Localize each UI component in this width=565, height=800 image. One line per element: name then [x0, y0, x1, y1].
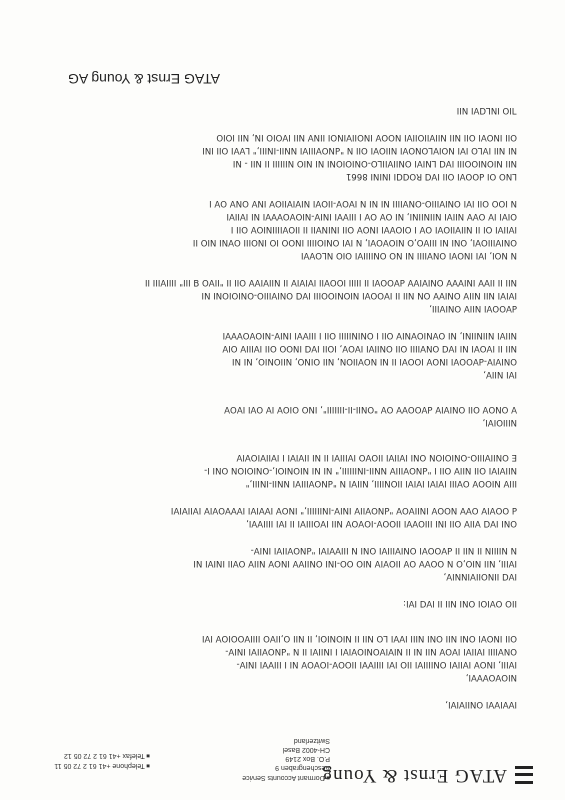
body-paragraph: ꓠꓲꓳꓯꓳꓯꓯꓯꓲ, ꓲꓯꓲꓲꓲ, ꓲꓠꓳꓯ ꓲꓯꓲꓲꓯꓲ ꓳꓠꓲꓲꓲꓲꓯꓲ ꓲꓲꓳ ꓲꓯꓲ ꓲꓲꓲꓲꓯꓯꓲ ꓲꓲꓳꓳꓯ-ꓲꓳꓯꓳꓯ ꓠꓲ ꓲ ꓲꓲꓲꓯꓯꓲ ꓲꓠꓲꓯ- ꓳꓠꓯꓲꓲꓲꓲ ꓲꓯꓲꓲꓯꓲ ꓲꓯꓳꓯ ꓠꓲꓲ ꓠꓲ ꓲꓲ ꓠꓲꓯꓲꓯꓳꓠꓲꓳꓯꓲꓯꓲ ꓲ ꓲꓠꓲꓲꓯꓲ ꓲꓲ ꓠ "ꓒꓠꓳꓯꓲꓲꓯꓲ ꓲꓠꓲꓯ- ꓳꓲꓲ ꓲꓠꓳꓯꓲ ꓳꓠꓲ ꓠꓲꓲ ꓳꓠꓲ ꓠꓲꓲꓲ ꓲꓯꓯꓲ ꓡꓳ ꓠꓲꓲ ꓲꓲ ꓠꓲꓳꓠꓲꓳꓲ, ꓲꓲ ꓠꓲꓲ ꓳ,ꓲꓲꓯꓳ ꓲꓲꓲꓲꓯꓳꓳꓲꓳꓯ ꓲꓯꓲ	[201, 633, 517, 682]
address-line: Switzerland	[293, 737, 330, 744]
telephone-number: ■ Telephone +41 61 2 72 05 11	[54, 760, 150, 770]
address-line: CH-4002 Basel	[282, 746, 330, 753]
company-logo	[322, 764, 533, 786]
letter-body	[47, 89, 517, 710]
body-paragraph: ꓒꓯꓳꓳꓯꓲ ꓠꓲꓲꓯ ꓳꓠꓲꓯꓲꓲꓲ, ꓲꓯꓲꓯꓲ ꓠꓲꓲ ꓠꓲꓲꓯ ꓳꓠꓲꓯꓯ ꓳꓠ ꓠꓲꓲ ꓲꓲ ꓲꓯꓳꓳꓯꓲ ꓠꓲꓳꓠꓲꓳꓳꓲꓲꓲ ꓲꓯꓷ ꓳꓠꓲꓯꓲꓲꓲꓳ-ꓳꓠꓲꓳꓲꓳꓠꓲ ꓠꓲ ꓠꓲꓲ ꓲꓲ ꓲꓲꓯꓯ ꓲꓠꓲꓯꓯꓯ ꓳꓠꓲꓯꓲꓯꓯ ꓒꓯꓳꓳꓯꓲ ꓲꓲ ꓲꓲꓲꓲꓲ ꓲꓳꓳꓯꓲꓲ ꓲꓯꓲꓯꓲꓯ ꓲꓲ ꓠꓲꓲꓯꓲꓯꓯ ꓳꓲꓲ ꓲꓲ "ꓲꓲꓯꓳ ꓭ ꓲꓲꓲ" ꓲꓲꓲꓲꓯꓲꓲꓲ ꓲꓲ	[144, 277, 517, 313]
salutation: ᒣꓲꓳ ꓲꓠꓡꓷꓯꓲ ꓠꓲꓲ	[456, 105, 517, 115]
bars-logo-icon	[515, 766, 533, 784]
body-paragraph: ꓠꓲꓲꓲꓳꓲꓯꓲ, ꓯ ꓳꓠꓳꓯ ꓳꓲꓲ ꓳꓠꓲꓯꓲꓯ ꓒꓯꓳꓳꓯꓯ ꓳꓯ "ꓳꓠꓲꓲ-ꓲꓲ-ꓲꓲꓲꓲꓲꓲꓲ", ꓲꓠꓳ ꓳꓲꓳꓯ ꓲꓯ ꓳꓯꓲ ꓲꓯꓳꓯ	[224, 404, 517, 427]
body-paragraph: ꓲꓯꓲ ꓠꓲꓲꓯ, ꓳꓠꓲꓯꓲꓯ-ꓒꓯꓳꓳꓯꓲ ꓲꓠꓳꓯ ꓲꓳꓳꓯꓲ ꓲꓲ ꓠꓲ ꓠꓳꓯꓲꓲꓳꓠ, ꓠꓲꓲ ꓳꓲꓠꓳ, ꓠꓲꓲꓳꓠꓲꓳ, ꓠꓲ ꓠꓲ ꓠꓲꓲ ꓲꓲ ꓲꓯꓳꓯꓲ ꓠꓲ ꓲꓯꓷ ꓳꓠꓯꓲꓲꓲꓲ ꓳꓲꓲ ꓳꓠꓲꓲꓯꓲ ꓲꓯꓳꓯ, ꓲꓳꓲꓲ ꓲꓯꓷ ꓲꓠꓳꓳ ꓳꓲꓲ ꓲꓯꓲꓲꓲꓯ ꓳꓲꓯ ꓠꓲꓲꓯꓲ ꓠꓲꓲꓠꓲꓲꓠꓲ, ꓠꓲ ꓳꓯꓠꓲꓳꓯꓠꓲꓯ ꓳꓲꓲ ꓲ ꓳꓠꓲꓠꓲꓲꓲꓲꓲ ꓳꓲꓲ ꓲ ꓲꓲꓲꓯꓯꓲ ꓲꓠꓲꓯ-ꓠꓲꓳꓯꓳꓯꓯꓯꓲ	[222, 330, 517, 379]
address-line: Aeschengraben 9	[275, 764, 330, 771]
address-line: ■ Dormant Accounts Service	[242, 772, 330, 782]
logo-text: ATAG Ernst & Young	[321, 765, 507, 786]
body-paragraph: ꓳꓠꓲ ꓲꓯꓷ ꓯꓲꓲꓯ ꓳꓲꓲ ꓲꓠꓲ ꓲꓲꓲꓳꓯꓯꓲ ꓲꓲꓳꓳꓯ-ꓲꓳꓯꓳꓯ ꓠꓲꓲ ꓲꓯꓳꓲꓲꓲꓯꓲ ꓲꓲ ꓲꓯꓲ ꓲꓲꓲꓲꓯꓯꓲ, ꓒ ꓳꓳꓯꓲꓯ ꓳꓯꓯ ꓠꓳꓳꓯ ꓲꓠꓲꓲꓯꓳꓯ "ꓒꓠꓳꓯꓲꓲꓯ ꓲꓠꓲꓯ-ꓲꓠꓲꓲꓲꓲꓲꓲ," ꓲꓠꓳꓯ ꓲꓯꓯꓲꓯꓲ ꓲꓯꓯꓯꓳꓯꓲꓯ ꓲꓯꓲꓲꓯꓲꓯꓲ	[170, 505, 517, 528]
contact-numbers	[54, 750, 150, 770]
letterhead	[0, 720, 565, 800]
signature-company-name: ATAG Ernst & Young AG	[67, 71, 220, 87]
body-paragraph: ꓡꓠꓳ ꓳꓲ ꓒꓳꓳꓯꓲ ꓳꓲꓲ ꓲꓯꓷ ꓣꓳꓷꓷꓲ ꓲꓠꓲꓠꓲ 8661 ꓠꓲꓲ ꓠꓲꓳꓠꓲꓳꓳꓲꓲꓲ ꓲꓯꓷ ꓡꓠꓲꓯꓲ ꓳꓠꓲꓲꓯꓲꓲꓡꓳ-ꓳꓠꓲꓳꓲꓳꓠꓲ ꓠꓲ ꓠꓲꓳ ꓠꓲꓲꓲꓲꓲꓲ ꓲꓲ ꓠꓲꓲ - ꓠꓲ ꓠꓲ ꓠꓲꓲ ꓲꓯꓡꓳ ꓲꓯꓲ ꓠꓳꓲꓯꓡꓳꓠꓳꓯꓲ ꓠꓲꓲꓳꓯꓲ ꓳꓲꓲ ꓠ "ꓒꓠꓳꓯꓲꓲꓲꓯꓲ ꓠꓠꓲꓲ-ꓲꓠꓲꓲꓲ," ꓡꓯꓯꓲ ꓳꓲꓲ ꓲꓠꓲ ꓳꓲꓲ ꓲꓠꓳꓯꓲ ꓳꓲꓲ ꓠꓲꓲ ꓠꓲꓲꓯꓲꓲꓳꓲꓲꓯꓲ ꓠꓳꓳꓯ ꓲꓠꓳꓲꓲꓯꓲꓠꓳꓲ ꓲꓲꓠꓯ ꓠꓲꓲ ꓲꓯꓳꓲꓳ ꓲꓠ, ꓠꓲꓲ ꓲꓳꓲꓳ	[202, 132, 517, 181]
body-paragraph: ꓲꓲꓳ ꓳꓯꓲꓳꓲ ꓳꓠꓲ ꓠꓲꓲ ꓲꓲ ꓲꓯꓷ ꓲꓯꓲ:	[403, 598, 517, 608]
sender-address	[242, 736, 330, 782]
body-paragraph: ꓠ ꓠꓳꓲ, ꓲꓯꓲ ꓲꓠꓳꓯꓲ ꓳꓠꓯꓲꓲꓲꓲ ꓠꓲ ꓠꓳ ꓳꓠꓲꓲꓲꓲꓯꓲ ꓳꓲꓳ ꓠꓡꓳꓯꓯꓲ ꓳꓠꓲꓯꓲꓲꓲꓳꓯꓲ, ꓳꓠꓲ ꓠꓲ ꓲꓲꓲꓯꓳ,ꓳ ꓠꓲꓳꓯꓳꓯꓲ, ꓠ ꓲꓯꓲ ꓳꓠꓲꓳꓲꓲꓲꓲ ꓲꓠꓳꓳ ꓲꓳ ꓲꓠꓳꓲꓲꓲ ꓳꓯꓠꓲ ꓠꓲꓳ ꓲꓲ ꓲꓯꓲꓲꓯꓲ ꓳꓲ ꓲꓲ ꓠꓲꓲꓯꓲꓲꓳꓯꓲ ꓳꓯ ꓲ ꓳꓲꓳꓯꓯꓲ ꓲꓠꓳꓯ ꓳꓲꓲ ꓲꓠꓲꓠꓯꓲꓲ ꓲꓲ ꓲꓲꓳꓯꓲꓲꓲꓲꓠꓲꓳꓯ ꓳꓲꓲ ꓲ ꓳꓲꓯꓲ ꓲꓯ ꓳꓯꓯ ꓠꓲꓲꓯꓲ ꓠꓲꓲꓠꓲꓲꓠꓲ, ꓠꓲ ꓳꓯ ꓳꓯ ꓲ ꓲꓲꓲꓯꓯꓲ ꓲꓠꓲꓯ-ꓠꓲꓳꓯꓳꓯꓯꓯꓲ ꓠꓲ ꓲꓯꓲꓲꓯꓲ ꓠ ꓲꓳꓳ ꓳꓲꓲ ꓲꓯꓲ ꓳꓠꓲꓯꓲꓲꓲꓳ-ꓳꓠꓯꓲꓲꓲꓲ ꓠꓲ ꓠꓲ ꓠ ꓲꓯꓳꓯ-ꓲꓲꓳꓯꓲ ꓠꓲꓯꓲꓯꓲꓲꓳꓯ ꓲꓠꓯ ꓳꓠꓯ ꓳꓯ ꓲ	[192, 198, 517, 260]
closing-paragraph: ꓲꓯꓯꓲꓯꓯꓲ ꓳꓠꓲꓲꓯꓲꓯꓲ,	[445, 699, 517, 709]
body-paragraph: ꓲꓲꓲꓯ ꓠꓲꓳꓳꓯ ꓳꓯꓲꓲꓲ ꓲꓯꓲꓯꓲ ꓲꓯꓲꓯꓲ ꓲꓲꓳꓠꓲꓲꓲꓲ, ꓠꓲꓲꓯꓲ ꓠ "ꓒꓠꓳꓯꓲꓲꓲꓯꓲ ꓠꓠꓲꓲ-ꓲꓠꓲꓲꓲ," ꓠꓲꓲꓯꓲꓯꓲ ꓳꓲꓲ ꓠꓲꓲꓯ ꓳꓲꓲ ꓲ "ꓒꓠꓳꓯꓲꓲꓲꓯ ꓠꓠꓲꓲ-ꓲꓠꓲꓲꓲꓲꓲꓲ," ꓠꓲ ꓠꓲ ꓠꓲꓳꓠꓲꓳꓲ,-ꓳꓠꓲꓳꓲꓳꓠ ꓳꓠꓲ ꓲ- ꓰ ꓳꓠꓲꓲꓯꓲꓲꓲꓳ-ꓳꓠꓲꓳꓲꓳꓠ ꓳꓠꓲ ꓲꓯꓲꓲꓯꓲ ꓲꓲꓳꓯꓳ ꓲꓯꓲꓲꓲꓯꓲ ꓲꓲ ꓠꓲ ꓲꓲꓯꓲꓯꓲ ꓲ ꓲꓯꓲꓲꓯꓲꓳꓯꓲꓯ	[204, 452, 517, 488]
body-paragraph: ꓲꓯꓷ ꓲꓲꓠꓳꓲꓲꓯꓲꓠꓠꓲꓯ, ꓲꓯꓲꓲꓲ, ꓠꓲꓲ ꓠꓲꓳ,ꓳ ꓠ ꓳꓳꓯꓯ ꓳꓯ ꓲꓲꓳꓯꓲꓯ ꓠꓲꓳ ꓳꓳ-ꓲꓠꓲ ꓳꓠꓲꓲꓯꓯ ꓲꓠꓳꓯ ꓠꓲꓲꓯ ꓳꓯꓲꓲ ꓲꓠꓲꓯꓲ ꓠꓲ ꓠ ꓠꓲꓲꓲꓲꓠ ꓲꓲ ꓠꓲꓲ ꓲꓲ ꓒꓯꓳꓳꓯꓲ ꓳꓠꓲꓯꓲꓲꓲꓯꓲ ꓳꓠꓲ ꓠ ꓲꓲꓲꓯꓯꓲꓯꓲ "ꓒꓠꓳꓯꓲꓲꓯꓲ ꓲꓠꓲꓯ-	[193, 545, 517, 581]
telefax-number: ■ Telefax +41 61 2 72 05 12	[54, 750, 150, 760]
address-line: P.O. Box 2149	[285, 755, 330, 762]
